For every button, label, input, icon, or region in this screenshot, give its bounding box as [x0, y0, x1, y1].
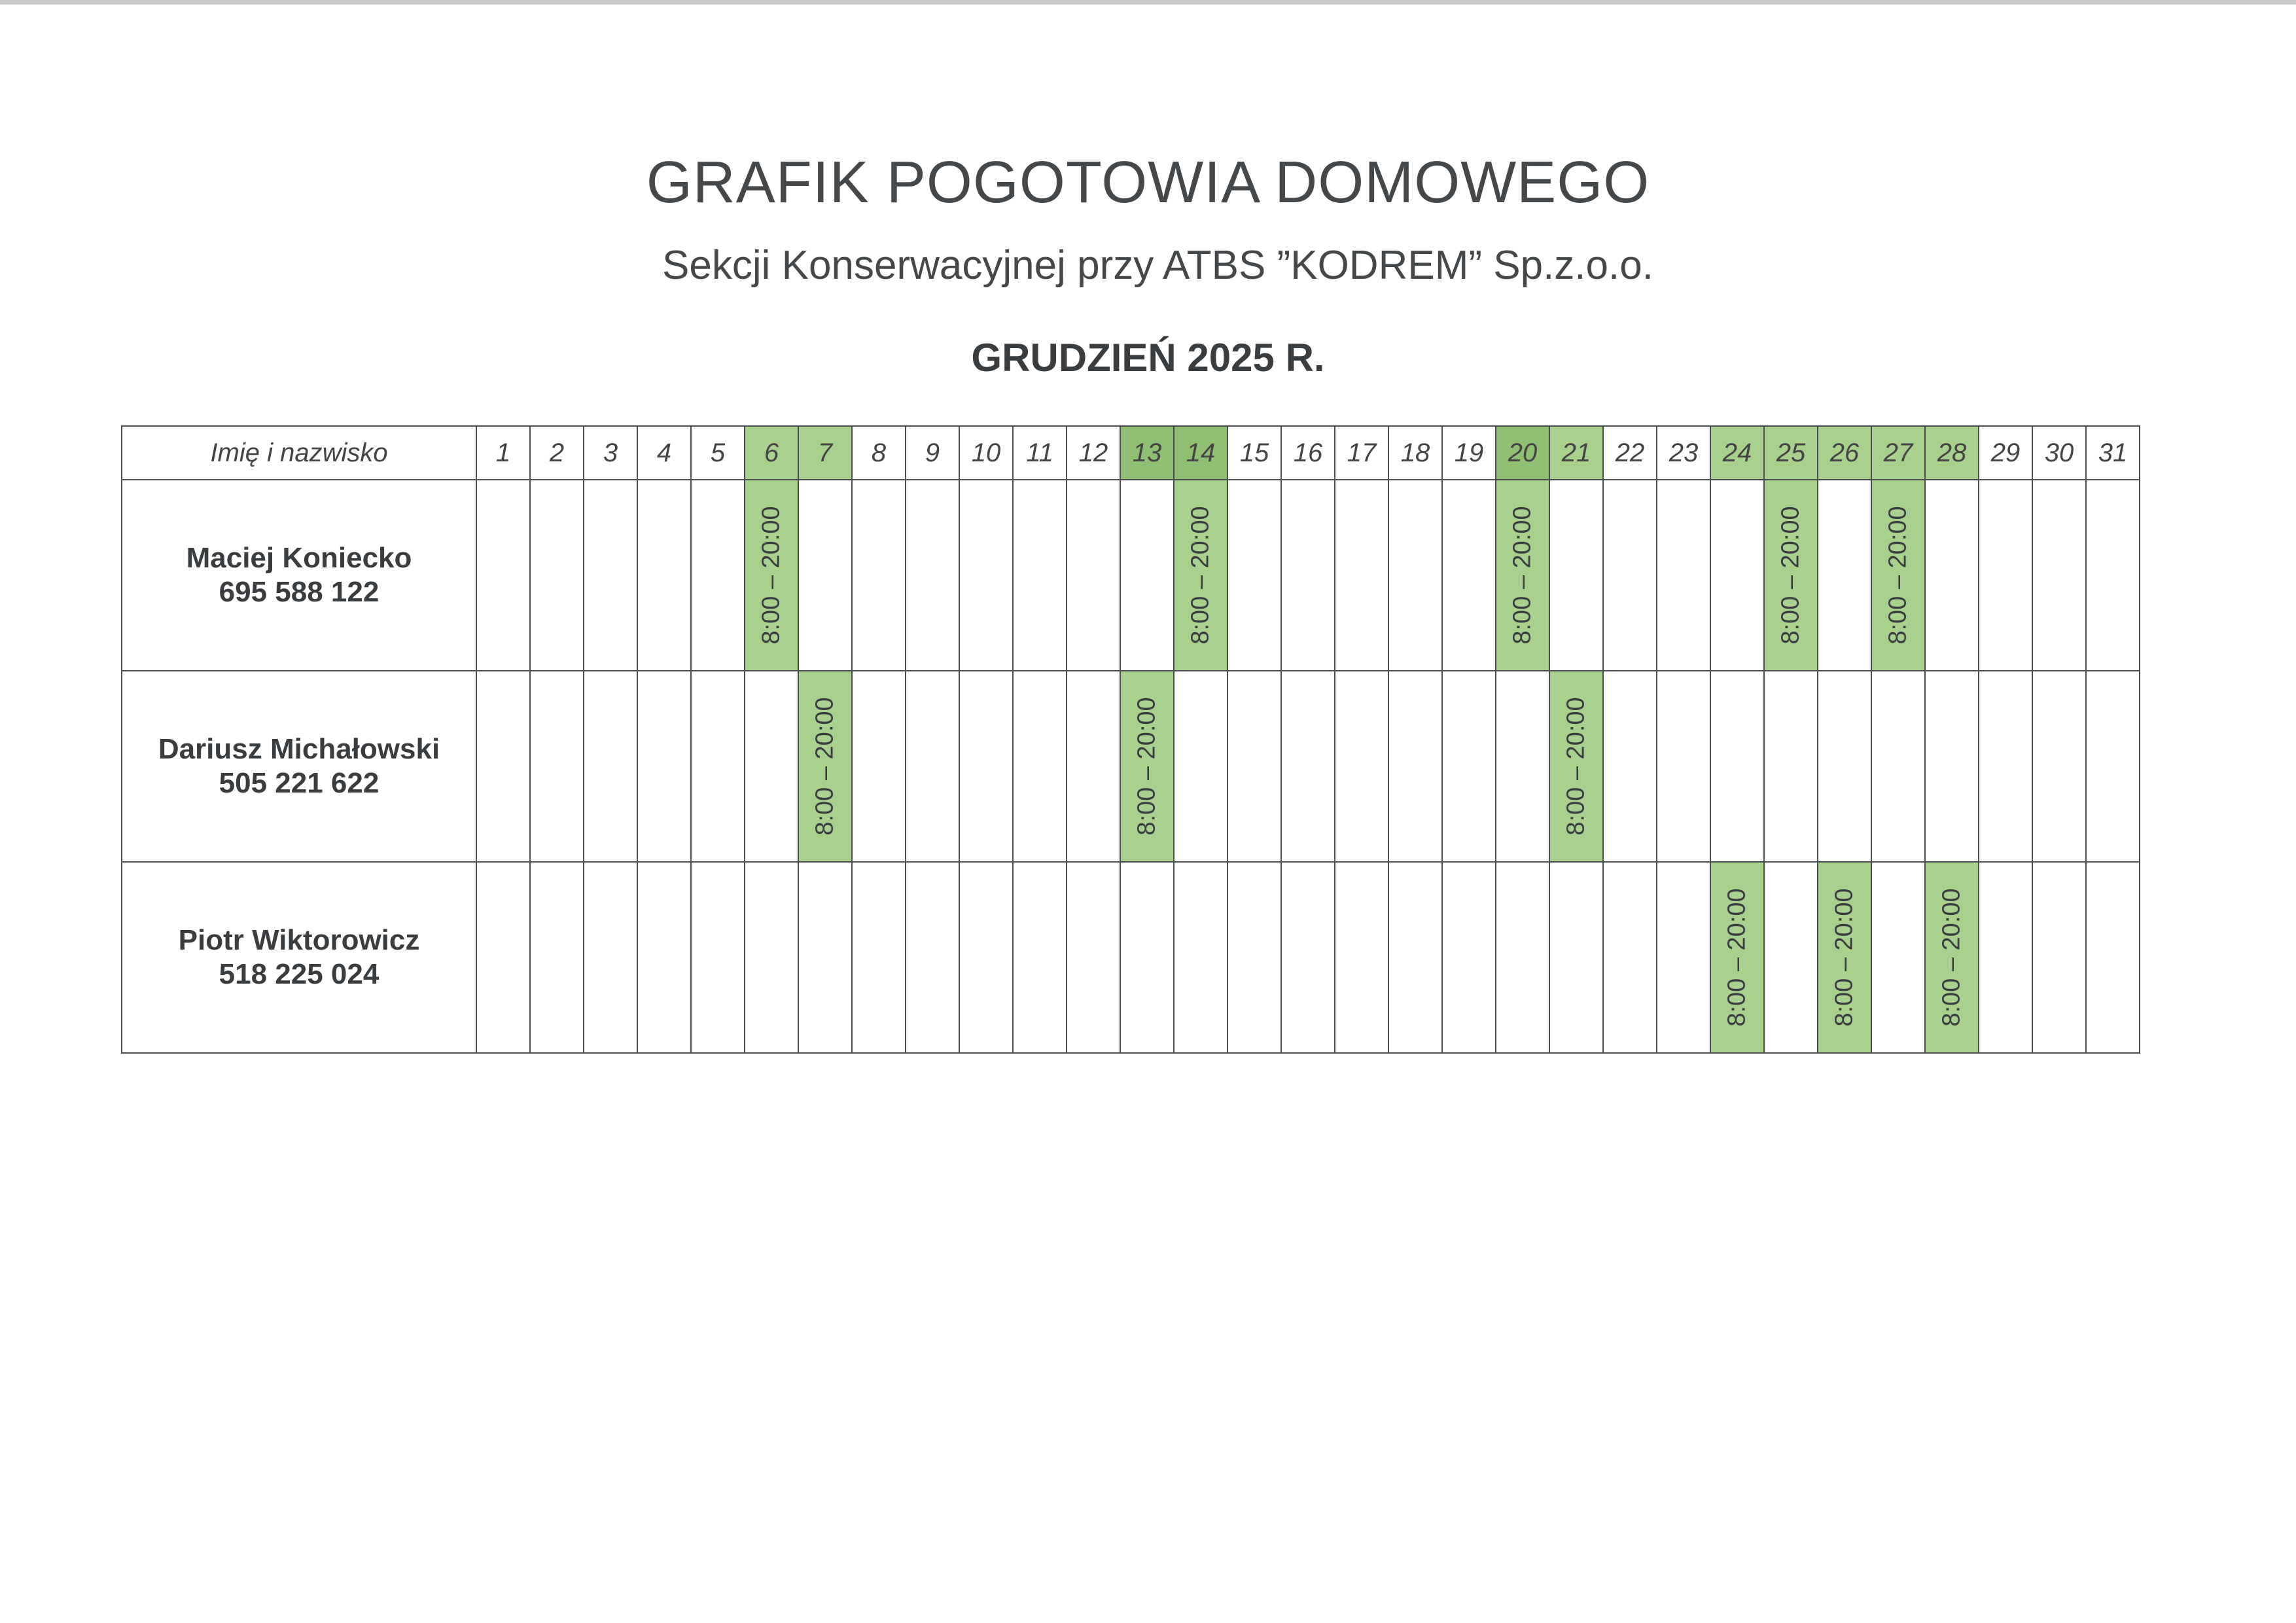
employee-name: Dariusz Michałowski	[158, 733, 440, 765]
empty-cell-day-1	[476, 671, 530, 862]
empty-cell-day-3	[584, 671, 637, 862]
shift-cell-day-13	[1120, 671, 1174, 862]
empty-cell-day-8	[852, 862, 906, 1053]
employee-cell	[122, 671, 476, 862]
empty-cell-day-18	[1388, 671, 1442, 862]
employee-phone: 518 225 024	[219, 958, 380, 990]
day-header-2: 2	[530, 426, 584, 480]
day-header-7: 7	[798, 426, 852, 480]
day-header-1: 1	[476, 426, 530, 480]
shift-hours: 8:00 – 20:00	[1830, 888, 1858, 1027]
day-header-16: 16	[1281, 426, 1335, 480]
empty-cell-day-30	[2032, 480, 2086, 671]
shift-cell-day-28	[1925, 862, 1979, 1053]
schedule-table	[121, 425, 2140, 1054]
empty-cell-day-19	[1442, 862, 1496, 1053]
empty-cell-day-16	[1281, 862, 1335, 1053]
empty-cell-day-26	[1818, 480, 1871, 671]
employee-name: Maciej Koniecko	[186, 542, 412, 574]
empty-cell-day-28	[1925, 480, 1979, 671]
shift-cell-day-14	[1174, 480, 1227, 671]
empty-cell-day-23	[1657, 862, 1710, 1053]
empty-cell-day-16	[1281, 671, 1335, 862]
empty-cell-day-29	[1979, 671, 2032, 862]
shift-hours: 8:00 – 20:00	[1508, 506, 1536, 645]
shift-cell-day-21	[1549, 671, 1603, 862]
shift-hours: 8:00 – 20:00	[1776, 506, 1805, 645]
employee-cell	[122, 480, 476, 671]
empty-cell-day-7	[798, 862, 852, 1053]
empty-cell-day-23	[1657, 671, 1710, 862]
empty-cell-day-17	[1335, 480, 1388, 671]
empty-cell-day-3	[584, 480, 637, 671]
shift-hours: 8:00 – 20:00	[1562, 697, 1590, 836]
day-header-11: 11	[1013, 426, 1067, 480]
empty-cell-day-17	[1335, 671, 1388, 862]
shift-cell-day-27	[1871, 480, 1925, 671]
day-header-27: 27	[1871, 426, 1925, 480]
empty-cell-day-4	[637, 480, 691, 671]
empty-cell-day-25	[1764, 862, 1818, 1053]
employee-name: Piotr Wiktorowicz	[178, 924, 420, 956]
day-header-4: 4	[637, 426, 691, 480]
empty-cell-day-22	[1603, 862, 1657, 1053]
empty-cell-day-18	[1388, 480, 1442, 671]
empty-cell-day-5	[691, 862, 745, 1053]
page-top-edge	[0, 0, 2296, 5]
empty-cell-day-12	[1067, 862, 1120, 1053]
empty-cell-day-5	[691, 480, 745, 671]
shift-cell-day-6	[745, 480, 798, 671]
empty-cell-day-10	[959, 480, 1013, 671]
empty-cell-day-2	[530, 480, 584, 671]
employee-cell	[122, 862, 476, 1053]
empty-cell-day-9	[906, 862, 959, 1053]
empty-cell-day-10	[959, 671, 1013, 862]
empty-cell-day-31	[2086, 480, 2140, 671]
empty-cell-day-17	[1335, 862, 1388, 1053]
shift-hours: 8:00 – 20:00	[1186, 506, 1214, 645]
day-header-22: 22	[1603, 426, 1657, 480]
day-header-26: 26	[1818, 426, 1871, 480]
empty-cell-day-21	[1549, 862, 1603, 1053]
day-header-15: 15	[1227, 426, 1281, 480]
day-header-3: 3	[584, 426, 637, 480]
empty-cell-day-29	[1979, 862, 2032, 1053]
month-heading: GRUDZIEŃ 2025 R.	[971, 336, 1325, 380]
day-header-24: 24	[1710, 426, 1764, 480]
empty-cell-day-22	[1603, 671, 1657, 862]
day-header-14: 14	[1174, 426, 1227, 480]
empty-cell-day-20	[1496, 671, 1549, 862]
empty-cell-day-1	[476, 862, 530, 1053]
day-header-9: 9	[906, 426, 959, 480]
empty-cell-day-24	[1710, 671, 1764, 862]
day-header-12: 12	[1067, 426, 1120, 480]
employee-phone: 505 221 622	[219, 767, 380, 799]
empty-cell-day-11	[1013, 671, 1067, 862]
empty-cell-day-29	[1979, 480, 2032, 671]
day-header-6: 6	[745, 426, 798, 480]
day-header-30: 30	[2032, 426, 2086, 480]
empty-cell-day-6	[745, 862, 798, 1053]
empty-cell-day-4	[637, 862, 691, 1053]
day-header-20: 20	[1496, 426, 1549, 480]
empty-cell-day-22	[1603, 480, 1657, 671]
day-header-13: 13	[1120, 426, 1174, 480]
day-header-29: 29	[1979, 426, 2032, 480]
day-header-25: 25	[1764, 426, 1818, 480]
shift-cell-day-20	[1496, 480, 1549, 671]
empty-cell-day-7	[798, 480, 852, 671]
shift-hours: 8:00 – 20:00	[1723, 888, 1751, 1027]
day-header-23: 23	[1657, 426, 1710, 480]
empty-cell-day-30	[2032, 862, 2086, 1053]
day-header-31: 31	[2086, 426, 2140, 480]
empty-cell-day-14	[1174, 862, 1227, 1053]
empty-cell-day-15	[1227, 480, 1281, 671]
shift-cell-day-26	[1818, 862, 1871, 1053]
empty-cell-day-19	[1442, 671, 1496, 862]
empty-cell-day-9	[906, 671, 959, 862]
empty-cell-day-11	[1013, 480, 1067, 671]
empty-cell-day-24	[1710, 480, 1764, 671]
empty-cell-day-20	[1496, 862, 1549, 1053]
empty-cell-day-9	[906, 480, 959, 671]
shift-hours: 8:00 – 20:00	[1133, 697, 1161, 836]
employee-row	[122, 862, 2140, 1053]
day-header-18: 18	[1388, 426, 1442, 480]
empty-cell-day-12	[1067, 480, 1120, 671]
empty-cell-day-3	[584, 862, 637, 1053]
empty-cell-day-23	[1657, 480, 1710, 671]
empty-cell-day-15	[1227, 862, 1281, 1053]
shift-cell-day-25	[1764, 480, 1818, 671]
shift-hours: 8:00 – 20:00	[757, 506, 785, 645]
empty-cell-day-28	[1925, 671, 1979, 862]
empty-cell-day-13	[1120, 862, 1174, 1053]
shift-hours: 8:00 – 20:00	[1884, 506, 1912, 645]
day-header-17: 17	[1335, 426, 1388, 480]
empty-cell-day-5	[691, 671, 745, 862]
header-row	[122, 426, 2140, 480]
empty-cell-day-2	[530, 671, 584, 862]
shift-hours: 8:00 – 20:00	[811, 697, 839, 836]
page-subtitle: Sekcji Konserwacyjnej przy ATBS ”KODREM” Sp.z.o.o.	[662, 243, 1653, 288]
empty-cell-day-21	[1549, 480, 1603, 671]
day-header-10: 10	[959, 426, 1013, 480]
shift-cell-day-7	[798, 671, 852, 862]
shift-cell-day-24	[1710, 862, 1764, 1053]
empty-cell-day-4	[637, 671, 691, 862]
empty-cell-day-12	[1067, 671, 1120, 862]
employee-phone: 695 588 122	[219, 576, 380, 608]
empty-cell-day-6	[745, 671, 798, 862]
empty-cell-day-27	[1871, 862, 1925, 1053]
empty-cell-day-11	[1013, 862, 1067, 1053]
empty-cell-day-8	[852, 480, 906, 671]
empty-cell-day-31	[2086, 862, 2140, 1053]
empty-cell-day-26	[1818, 671, 1871, 862]
day-header-5: 5	[691, 426, 745, 480]
empty-cell-day-8	[852, 671, 906, 862]
empty-cell-day-13	[1120, 480, 1174, 671]
empty-cell-day-19	[1442, 480, 1496, 671]
empty-cell-day-14	[1174, 671, 1227, 862]
empty-cell-day-30	[2032, 671, 2086, 862]
day-header-19: 19	[1442, 426, 1496, 480]
day-header-8: 8	[852, 426, 906, 480]
page-title: GRAFIK POGOTOWIA DOMOWEGO	[646, 150, 1650, 215]
shift-hours: 8:00 – 20:00	[1937, 888, 1966, 1027]
empty-cell-day-1	[476, 480, 530, 671]
employee-row	[122, 480, 2140, 671]
empty-cell-day-10	[959, 862, 1013, 1053]
empty-cell-day-2	[530, 862, 584, 1053]
empty-cell-day-27	[1871, 671, 1925, 862]
day-header-28: 28	[1925, 426, 1979, 480]
empty-cell-day-25	[1764, 671, 1818, 862]
employee-row	[122, 671, 2140, 862]
empty-cell-day-31	[2086, 671, 2140, 862]
day-header-21: 21	[1549, 426, 1603, 480]
empty-cell-day-18	[1388, 862, 1442, 1053]
empty-cell-day-16	[1281, 480, 1335, 671]
empty-cell-day-15	[1227, 671, 1281, 862]
name-column-header: Imię i nazwisko	[122, 426, 476, 480]
